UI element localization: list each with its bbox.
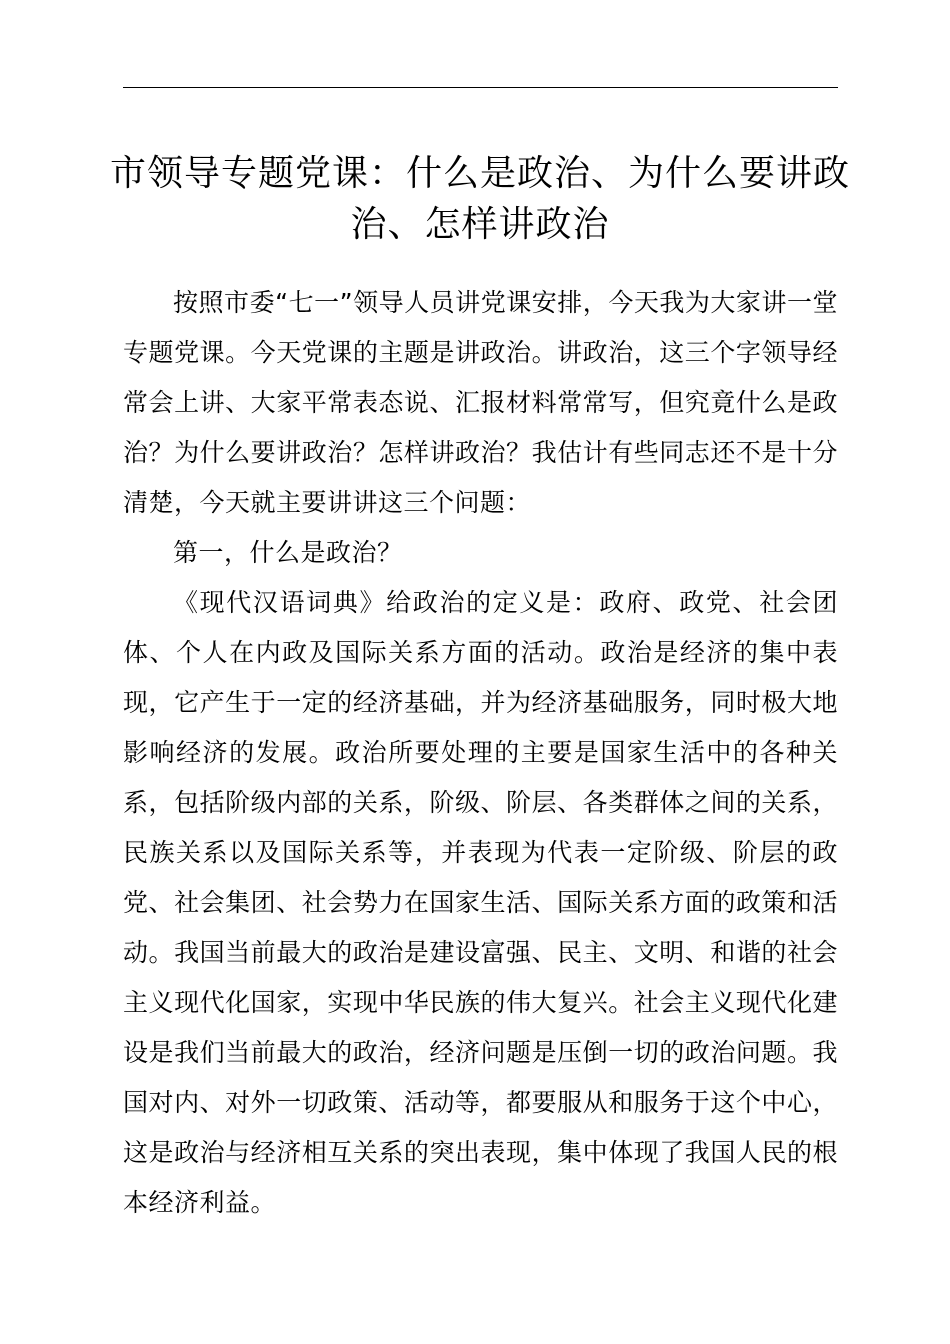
title-line-1: 市领导专题党课：什么是政治、为什么要讲政: [110, 153, 851, 194]
page-title: [110, 148, 850, 250]
paragraph-definition: 《现代汉语词典》给政治的定义是：政府、政党、社会团体、个人在内政及国际关系方面的活动。政治是经济的集中表现，它产生于一定的经济基础，并为经济基础服务，同时极大地影响经济的发展。政治所要处理的主要是国家生活中的各种关系，包括阶级内部的关系，阶级、阶层、各类群体之间的关系，民族关系以及国际关系等，并表现为代表一定阶级、阶层的政党、社会集团、社会势力在国家生活、国际关系方面的政策和活动。我国当前最大的政治是建设富强、民主、文明、和谐的社会主义现代化国家，实现中华民族的伟大复兴。社会主义现代化建设是我们当前最大的政治，经济问题是压倒一切的政治问题。我国对内、对外一切政策、活动等，都要服从和服务于这个中心，这是政治与经济相互关系的突出表现，集中体现了我国人民的根本经济利益。: [123, 588, 838, 1217]
title-line-2: 治、怎样讲政治: [350, 204, 610, 245]
paragraph-intro: 按照市委“七一”领导人员讲党课安排，今天我为大家讲一堂专题党课。今天党课的主题是讲政治。讲政治，这三个字领导经常会上讲、大家平常表态说、汇报材料常常写，但究竟什么是政治？为什么要讲政治？怎样讲政治？我估计有些同志还不是十分清楚，今天就主要讲讲这三个问题：: [123, 288, 838, 517]
document-body: [123, 278, 838, 1228]
section-heading-1: 第一，什么是政治？: [173, 538, 403, 567]
header-rule: [123, 87, 838, 88]
